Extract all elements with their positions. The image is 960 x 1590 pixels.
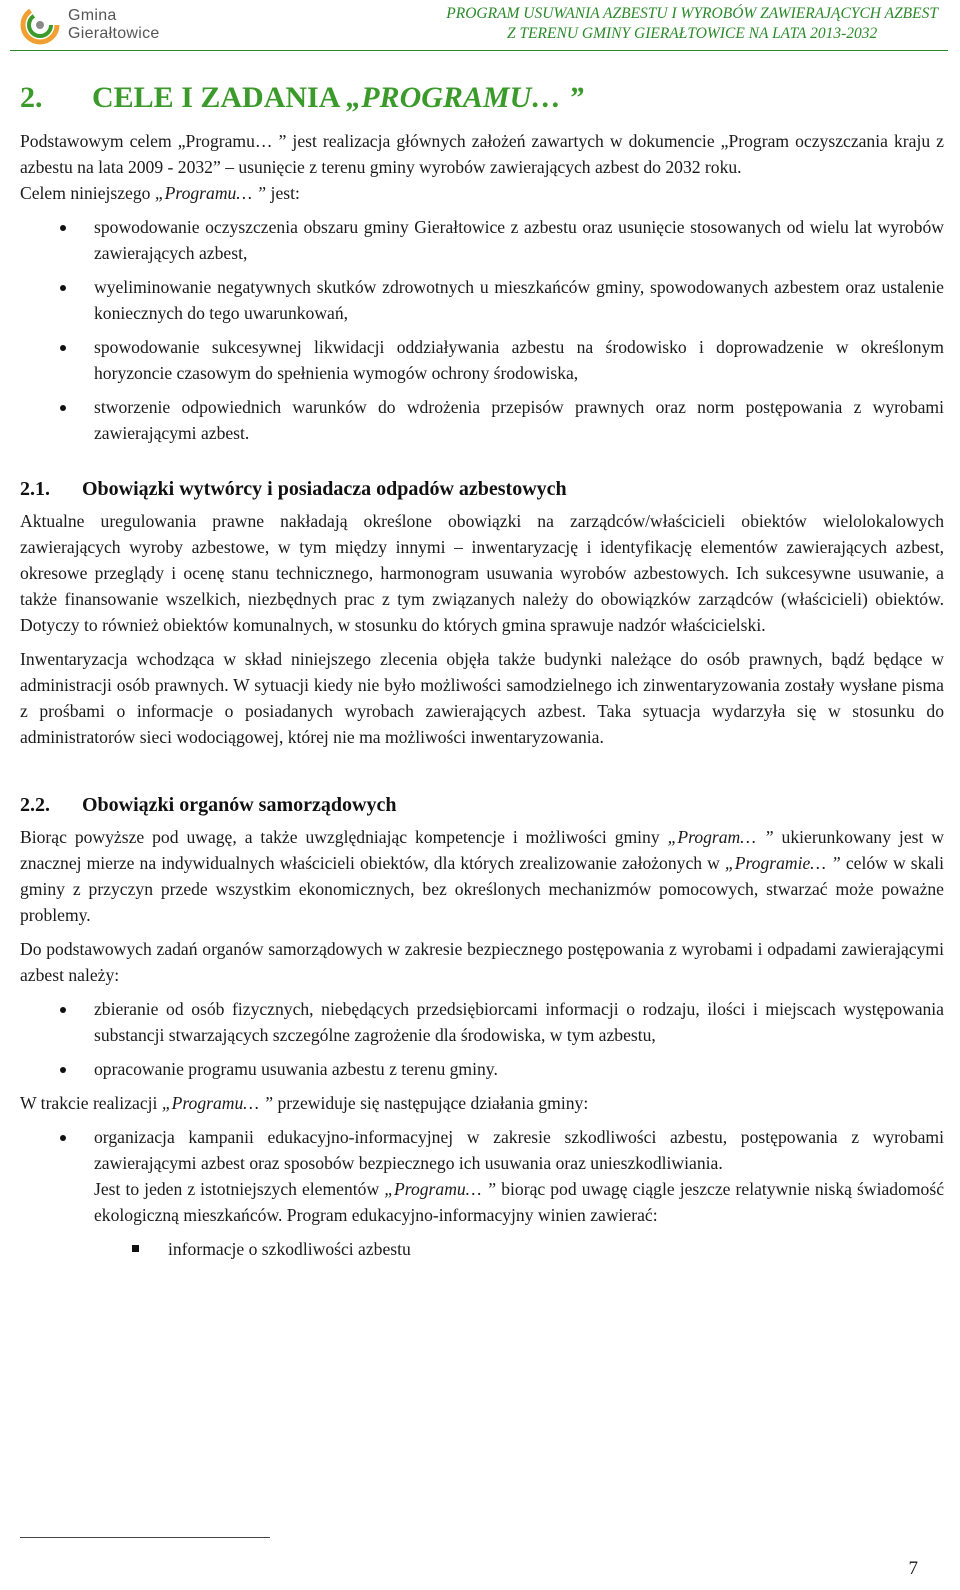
program-italic: „Programu… ” xyxy=(384,1179,497,1199)
section-2-2-title: Obowiązki organów samorządowych xyxy=(82,794,397,816)
section-2-2-paragraph-1 xyxy=(20,824,944,928)
document-title-line1: PROGRAM USUWANIA AZBESTU I WYROBÓW ZAWIERAJĄCYCH AZBEST xyxy=(446,5,938,22)
gmina-logo-icon xyxy=(20,4,60,46)
section-2-1-paragraph-2: Inwentaryzacja wchodząca w skład niniejszego zlecenia objęła także budynki należące do osób prawnych, bądź będące w administracji osób prawnych. W sytuacji kiedy nie było możliwości samodzielnego ich zinwentaryzowania zostały wysłane pisma z prośbami o informacje o posiadanych wyrobach zawierających azbest. Taka sytuacja wydarzyła się w stosunku do administratorów sieci wodociągowej, której nie ma możliwości inwentaryzowania. xyxy=(20,649,944,747)
logo-text xyxy=(68,7,160,43)
list-item xyxy=(20,334,944,386)
actions-list xyxy=(20,1124,944,1176)
section-2-1-paragraph-1: Aktualne uregulowania prawne nakładają określone obowiązki na zarządców/właścicieli obiektów wielolokalowych zawierających wyroby azbestowe, w tym między innymi – inwentaryzację i identyfikację elementów zawierających azbest, okresowe przeglądy i ocenę stanu technicznego, harmonogram usuwania wyrobów azbestowych. Ich sukcesywne usuwanie, a także finansowanie wszelkich, niezbędnych prac z tym związanych należy do obowiązków zarządców (właścicieli) obiektów. Dotyczy to również obiektów komunalnych, w stosunku do których gmina sprawuje nadzór właścicielski. xyxy=(20,511,944,635)
text-span: przewiduje się następujące działania gminy: xyxy=(273,1093,589,1113)
list-item-text: stworzenie odpowiednich warunków do wdrożenia przepisów prawnych oraz norm postępowania z wyrobami zawierającymi azbest. xyxy=(94,397,944,443)
document-title-line2: Z TERENU GMINY GIERAŁTOWICE NA LATA 2013-2032 xyxy=(506,25,878,42)
logo-line1: Gmina xyxy=(68,7,117,24)
list-item-text: wyeliminowanie negatywnych skutków zdrowotnych u mieszkańców gminy, spowodowanych azbestem oraz ustalenie koniecznych do tego uwarunkowań, xyxy=(94,277,944,323)
logo xyxy=(20,4,160,46)
section-2-2-heading xyxy=(20,790,944,820)
section-2-title: CELE I ZADANIA xyxy=(92,81,347,114)
list-item xyxy=(20,996,944,1048)
bullet-icon xyxy=(60,345,66,351)
program-italic: „Programu… ” xyxy=(161,1093,274,1113)
text-span: Biorąc powyższe pod uwagę, a także uwzględniając kompetencje i możliwości gminy xyxy=(20,827,668,847)
page-content xyxy=(20,76,944,1262)
section-2-1-heading xyxy=(20,474,944,504)
page-header xyxy=(0,0,960,54)
text-span: Celem niniejszego xyxy=(20,183,155,203)
list-item-text: spowodowanie oczyszczenia obszaru gminy Gierałtowice z azbestu oraz usunięcie stosowanych od wielu lat wyrobów zawierających azbest, xyxy=(94,217,944,263)
text-span: W trakcie realizacji xyxy=(20,1093,162,1113)
section-2-1-title: Obowiązki wytwórcy i posiadacza odpadów azbestowych xyxy=(82,478,567,500)
text-span: Jest to jeden z istotniejszych elementów xyxy=(94,1179,385,1199)
list-item xyxy=(20,214,944,266)
list-item xyxy=(20,394,944,446)
text-span: celów w skali gminy z przyczyn przede wszystkim ekonomicznych, bez określonych mechanizmów pomocowych, stwarzać może poważne problemy. xyxy=(20,853,944,925)
list-item-text: zbieranie od osób fizycznych, niebędących przedsiębiorcami informacji o rodzaju, ilości i miejscach występowania substancji stwarzających szczególne zagrożenie dla środowiska, w tym azbestu, xyxy=(94,999,944,1045)
list-item xyxy=(20,274,944,326)
bullet-icon xyxy=(60,1007,66,1013)
list-item xyxy=(20,1056,944,1082)
section-2-paragraph-1: Podstawowym celem „Programu… ” jest realizacja głównych założeń zawartych w dokumencie „Program oczyszczania kraju z azbestu na lata 2009 - 2032” – usunięcie z terenu gminy wyrobów zawierających azbest do 2032 roku. xyxy=(20,131,944,177)
text-span: ukierunkowany jest w znacznej mierze na indywidualnych właścicieli obiektów, dla których zrealizowanie założonych w xyxy=(20,827,945,873)
text-span: jest: xyxy=(266,183,300,203)
document-title xyxy=(446,4,938,44)
tasks-list xyxy=(20,996,944,1082)
bullet-icon xyxy=(60,1067,66,1073)
list-item-text: opracowanie programu usuwania azbestu z terenu gminy. xyxy=(94,1059,498,1079)
list-item-text: spowodowanie sukcesywnej likwidacji oddziaływania azbestu na środowisko i doprowadzenie w określonym horyzoncie czasowym do spełnienia wymogów ochrony środowiska, xyxy=(94,337,944,383)
section-2-2-paragraph-3 xyxy=(20,1090,944,1116)
footer-divider xyxy=(20,1537,270,1538)
actions-explanation xyxy=(20,1176,944,1228)
bullet-icon xyxy=(60,1135,66,1141)
text-span: biorąc pod uwagę ciągle jeszcze relatywnie niską świadomość ekologiczną mieszkańców. Program edukacyjno-informacyjny winien zawierać: xyxy=(94,1179,945,1225)
logo-line2: Gierałtowice xyxy=(68,25,160,42)
bullet-icon xyxy=(60,225,66,231)
section-2-heading xyxy=(20,76,944,120)
bullet-icon xyxy=(60,405,66,411)
page-number: 7 xyxy=(908,1558,918,1579)
bullet-icon xyxy=(60,285,66,291)
list-item xyxy=(20,1124,944,1176)
education-list xyxy=(20,1236,944,1262)
program-italic: „Program… ” xyxy=(667,827,774,847)
square-bullet-icon xyxy=(132,1245,139,1252)
section-2-1-number: 2.1. xyxy=(20,478,50,500)
section-2-2-number: 2.2. xyxy=(20,794,50,816)
program-italic: „Programie… ” xyxy=(724,853,841,873)
list-item-text: informacje o szkodliwości azbestu xyxy=(168,1239,411,1259)
section-2-paragraph-2 xyxy=(20,180,944,206)
list-item-text: organizacja kampanii edukacyjno-informacyjnej w zakresie szkodliwości azbestu, postępowania z wyrobami zawierającymi azbest oraz sposobów bezpiecznego ich usuwania oraz unieszkodliwiania. xyxy=(94,1127,944,1173)
section-2-number: 2. xyxy=(20,81,43,114)
program-italic: „Programu… ” xyxy=(154,183,267,203)
section-2-2-paragraph-2: Do podstawowych zadań organów samorządowych w zakresie bezpiecznego postępowania z wyrobami i odpadami zawierającymi azbest należy: xyxy=(20,939,944,985)
list-item xyxy=(20,1236,944,1262)
goals-list xyxy=(20,214,944,446)
header-divider xyxy=(10,50,948,51)
section-2-title-italic: „PROGRAMU… ” xyxy=(346,81,584,114)
